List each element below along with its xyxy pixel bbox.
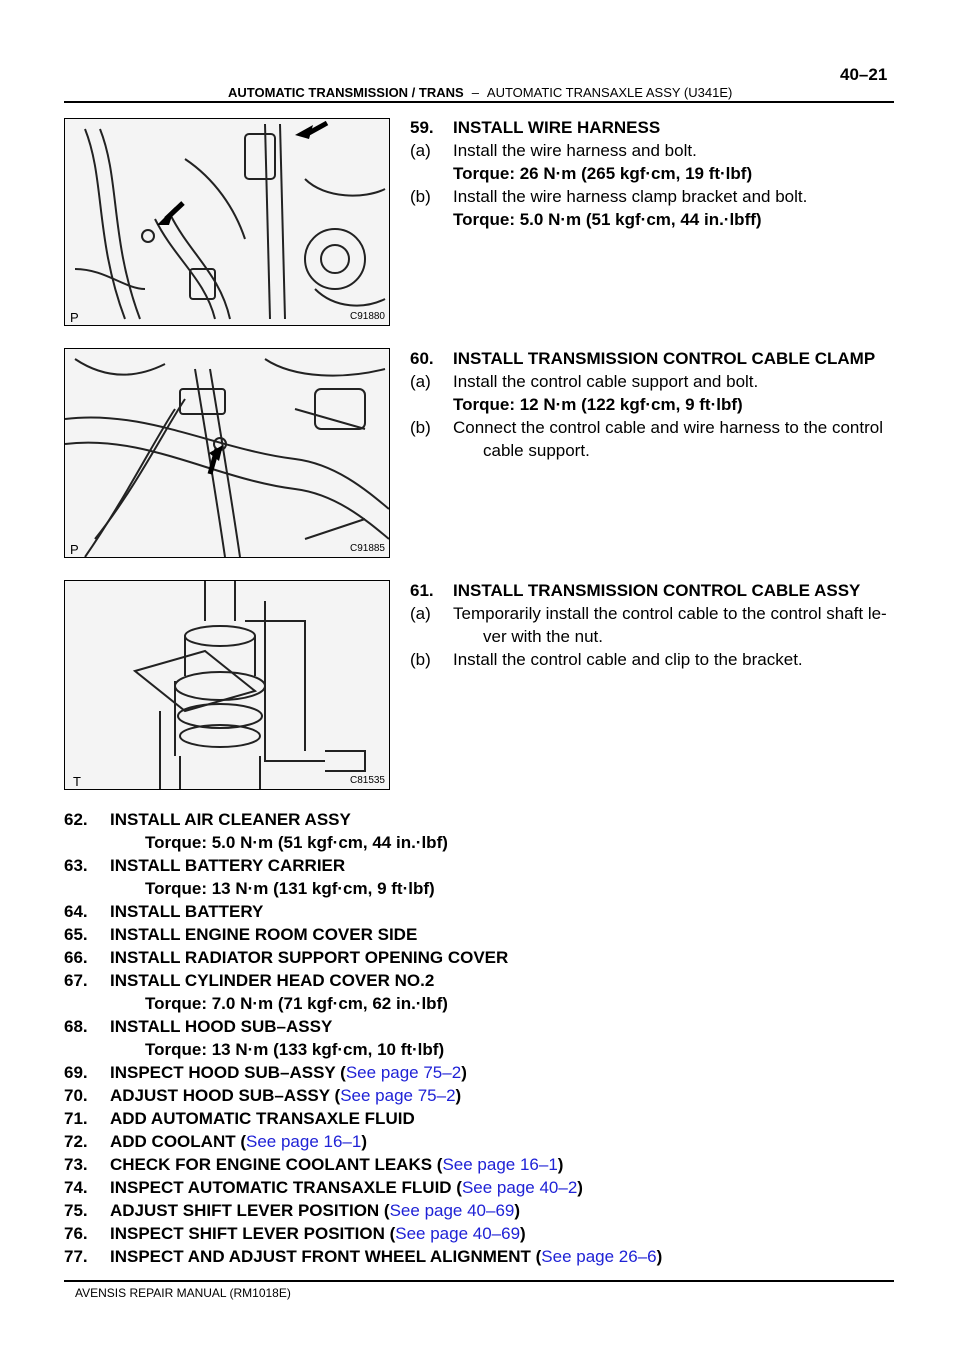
page-header — [228, 85, 732, 100]
figure-letter: P — [70, 542, 79, 557]
step-59-b-text: Install the wire harness clamp bracket and bolt. — [453, 187, 808, 206]
step-60-a-text: Install the control cable support and bolt. — [453, 372, 759, 391]
header-separator: – — [471, 85, 479, 100]
step-61-title: INSTALL TRANSMISSION CONTROL CABLE ASSY — [453, 581, 861, 600]
step-61-num: 61. — [410, 581, 434, 600]
figure-letter: P — [70, 310, 79, 325]
step-59-a-label: (a) — [410, 141, 431, 160]
control-cable-assy-illustration — [65, 581, 389, 789]
step-61-b-label: (b) — [410, 650, 431, 669]
step-60-title: INSTALL TRANSMISSION CONTROL CABLE CLAMP — [453, 349, 876, 368]
step-61-b-text: Install the control cable and clip to the bracket. — [453, 650, 803, 669]
footer-text: AVENSIS REPAIR MANUAL (RM1018E) — [75, 1286, 291, 1300]
step-59-title: INSTALL WIRE HARNESS — [453, 118, 661, 137]
step-59-b-torque: Torque: 5.0 N·m (51 kgf·cm, 44 in.·lbff) — [453, 210, 762, 229]
step-59-a-text: Install the wire harness and bolt. — [453, 141, 697, 160]
figure-code: C91880 — [349, 311, 385, 322]
page-link[interactable]: See page 75–2 — [345, 1063, 462, 1082]
page-link[interactable]: See page 40–69 — [389, 1201, 515, 1220]
step-60-a-torque: Torque: 12 N·m (122 kgf·cm, 9 ft·lbf) — [453, 395, 743, 414]
step-60-num: 60. — [410, 349, 434, 368]
step-61-a-text1: Temporarily install the control cable to the control shaft le- — [453, 604, 887, 623]
control-cable-clamp-illustration — [65, 349, 389, 557]
page-link[interactable]: See page 40–69 — [395, 1224, 521, 1243]
figure-control-cable-assy — [64, 580, 390, 790]
wire-harness-illustration — [65, 119, 389, 325]
step-59-a-torque: Torque: 26 N·m (265 kgf·cm, 19 ft·lbf) — [453, 164, 753, 183]
footer-rule — [64, 1280, 894, 1282]
page-link[interactable]: See page 40–2 — [461, 1178, 578, 1197]
step-59-num: 59. — [410, 118, 434, 137]
step-59-b-label: (b) — [410, 187, 431, 206]
figure-control-cable-clamp — [64, 348, 390, 558]
step-60-b-text1: Connect the control cable and wire harness to the control — [453, 418, 883, 437]
page-link[interactable]: See page 16–1 — [245, 1132, 362, 1151]
header-section: AUTOMATIC TRANSMISSION / TRANS — [228, 85, 464, 100]
header-rule — [64, 101, 894, 103]
figure-code: C91885 — [349, 543, 385, 554]
page-link[interactable]: See page 16–1 — [442, 1155, 558, 1174]
step-60-b-label: (b) — [410, 418, 431, 437]
step-60-a-label: (a) — [410, 372, 431, 391]
page-link[interactable]: See page 75–2 — [340, 1086, 456, 1105]
page-number: 40–21 — [840, 65, 888, 84]
header-subsection: AUTOMATIC TRANSAXLE ASSY (U341E) — [486, 85, 733, 100]
step-60-b-text2: cable support. — [483, 441, 590, 460]
figure-code: C81535 — [349, 775, 385, 786]
figure-wire-harness — [64, 118, 390, 326]
step-61-a-text2: ver with the nut. — [483, 627, 604, 646]
page-link[interactable]: See page 26–6 — [541, 1247, 657, 1266]
figure-letter: T — [73, 774, 81, 789]
step-61-a-label: (a) — [410, 604, 431, 623]
